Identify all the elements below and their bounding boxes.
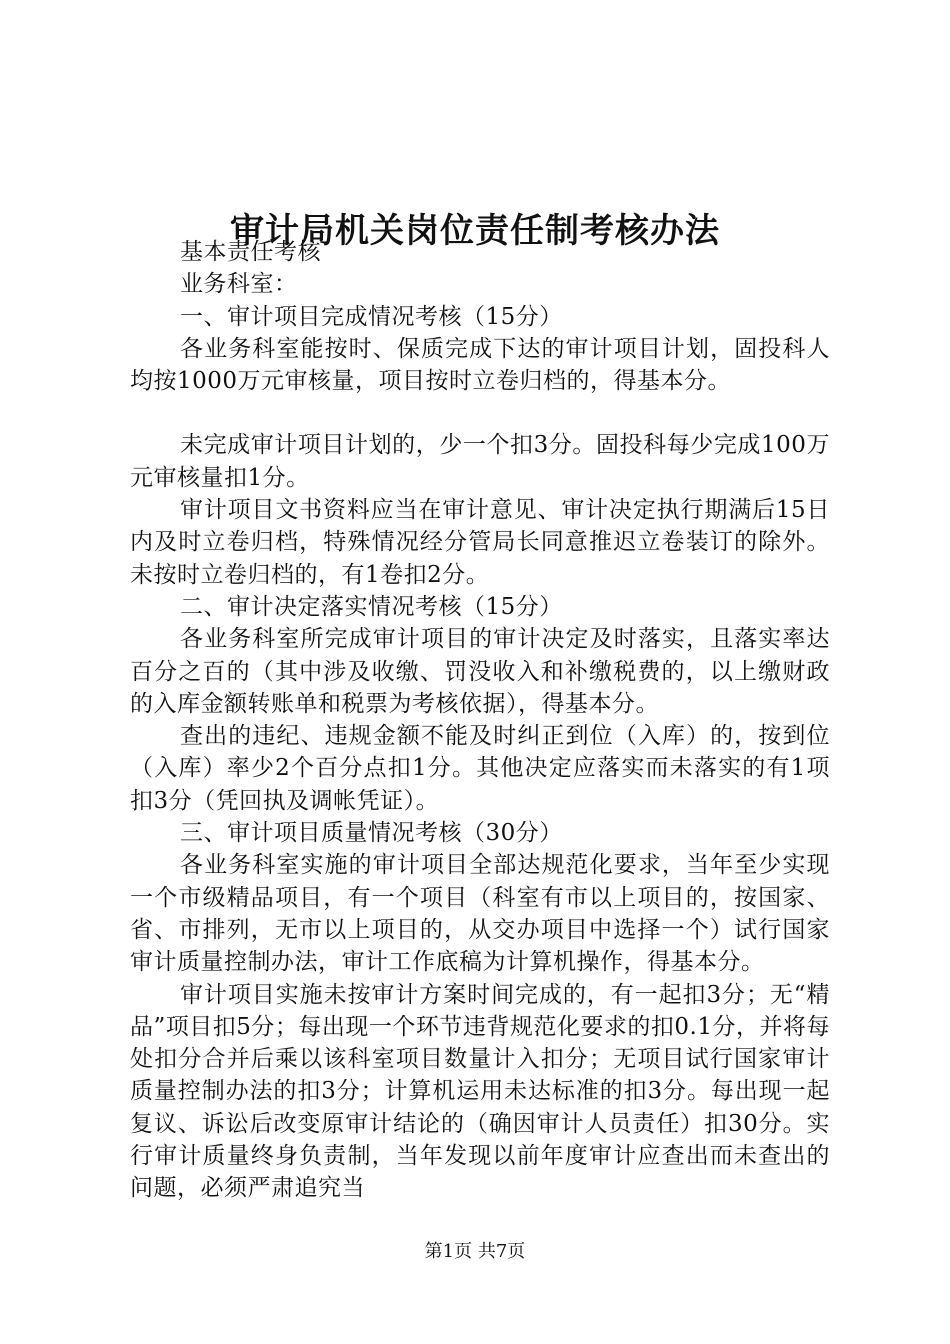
paragraph-business-departments: 业务科室：: [180, 271, 298, 298]
paragraph-item-3: 审计项目文书资料应当在审计意见、审计决定执行期满后15日内及时立卷归档，特殊情况经分管局长同意推迟立卷装订的除外。未按时立卷归档的，有1卷扣2分。: [130, 497, 830, 588]
section-heading-2: 二、审计决定落实情况考核（15分）: [180, 593, 563, 620]
paragraph-item-4: 各业务科室所完成审计项目的审计决定及时落实，且落实率达百分之百的（其中涉及收缴、罚没收入和补缴税费的，以上缴财政的入库金额转账单和税票为考核依据），得基本分。: [130, 626, 830, 717]
paragraph-item-5: 查出的违纪、违规金额不能及时纠正到位（入库）的，按到位（入库）率少2个百分点扣1分。其他决定应落实而未落实的有1项扣3分（凭回执及调帐凭证）。: [130, 723, 830, 814]
document-body: [130, 236, 830, 1205]
section-heading-3: 三、审计项目质量情况考核（30分）: [180, 820, 563, 847]
paragraph-item-6: 各业务科室实施的审计项目全部达规范化要求，当年至少实现一个市级精品项目，有一个项目（科室有市以上项目的，按国家、省、市排列，无市以上项目的，从交办项目中选择一个）试行国家审计质量控制办法，审计工作底稿为计算机操作，得基本分。: [130, 852, 830, 976]
paragraph-item-7: 审计项目实施未按审计方案时间完成的，有一起扣3分；无“精品”项目扣5分；每出现一个环节违背规范化要求的扣0.1分，并将每处扣分合并后乘以该科室项目数量计入扣分；无项目试行国家审计质量控制办法的扣3分；计算机运用未达标准的扣3分。每出现一起复议、诉讼后改变原审计结论的（确因审计人员责任）扣30分。实行审计质量终身负责制，当年发现以前年度审计应查出而未查出的问题，必须严肃追究当: [130, 981, 830, 1202]
paragraph-basic-assessment: 基本责任考核: [180, 239, 321, 265]
document-title: 审计局机关岗位责任制考核办法: [230, 210, 720, 251]
paragraph-item-2: 未完成审计项目计划的，少一个扣3分。固投科每少完成100万元审核量扣1分。: [130, 432, 830, 491]
page-footer: [0, 1240, 950, 1264]
page-number: 第1页: [424, 1241, 473, 1262]
section-heading-1: 一、审计项目完成情况考核（15分）: [180, 303, 563, 330]
paragraph-item-1: 各业务科室能按时、保质完成下达的审计项目计划，固投科人均按1000万元审核量，项目按时立卷归档的，得基本分。: [130, 335, 830, 395]
page-total: 共7页: [477, 1241, 526, 1262]
